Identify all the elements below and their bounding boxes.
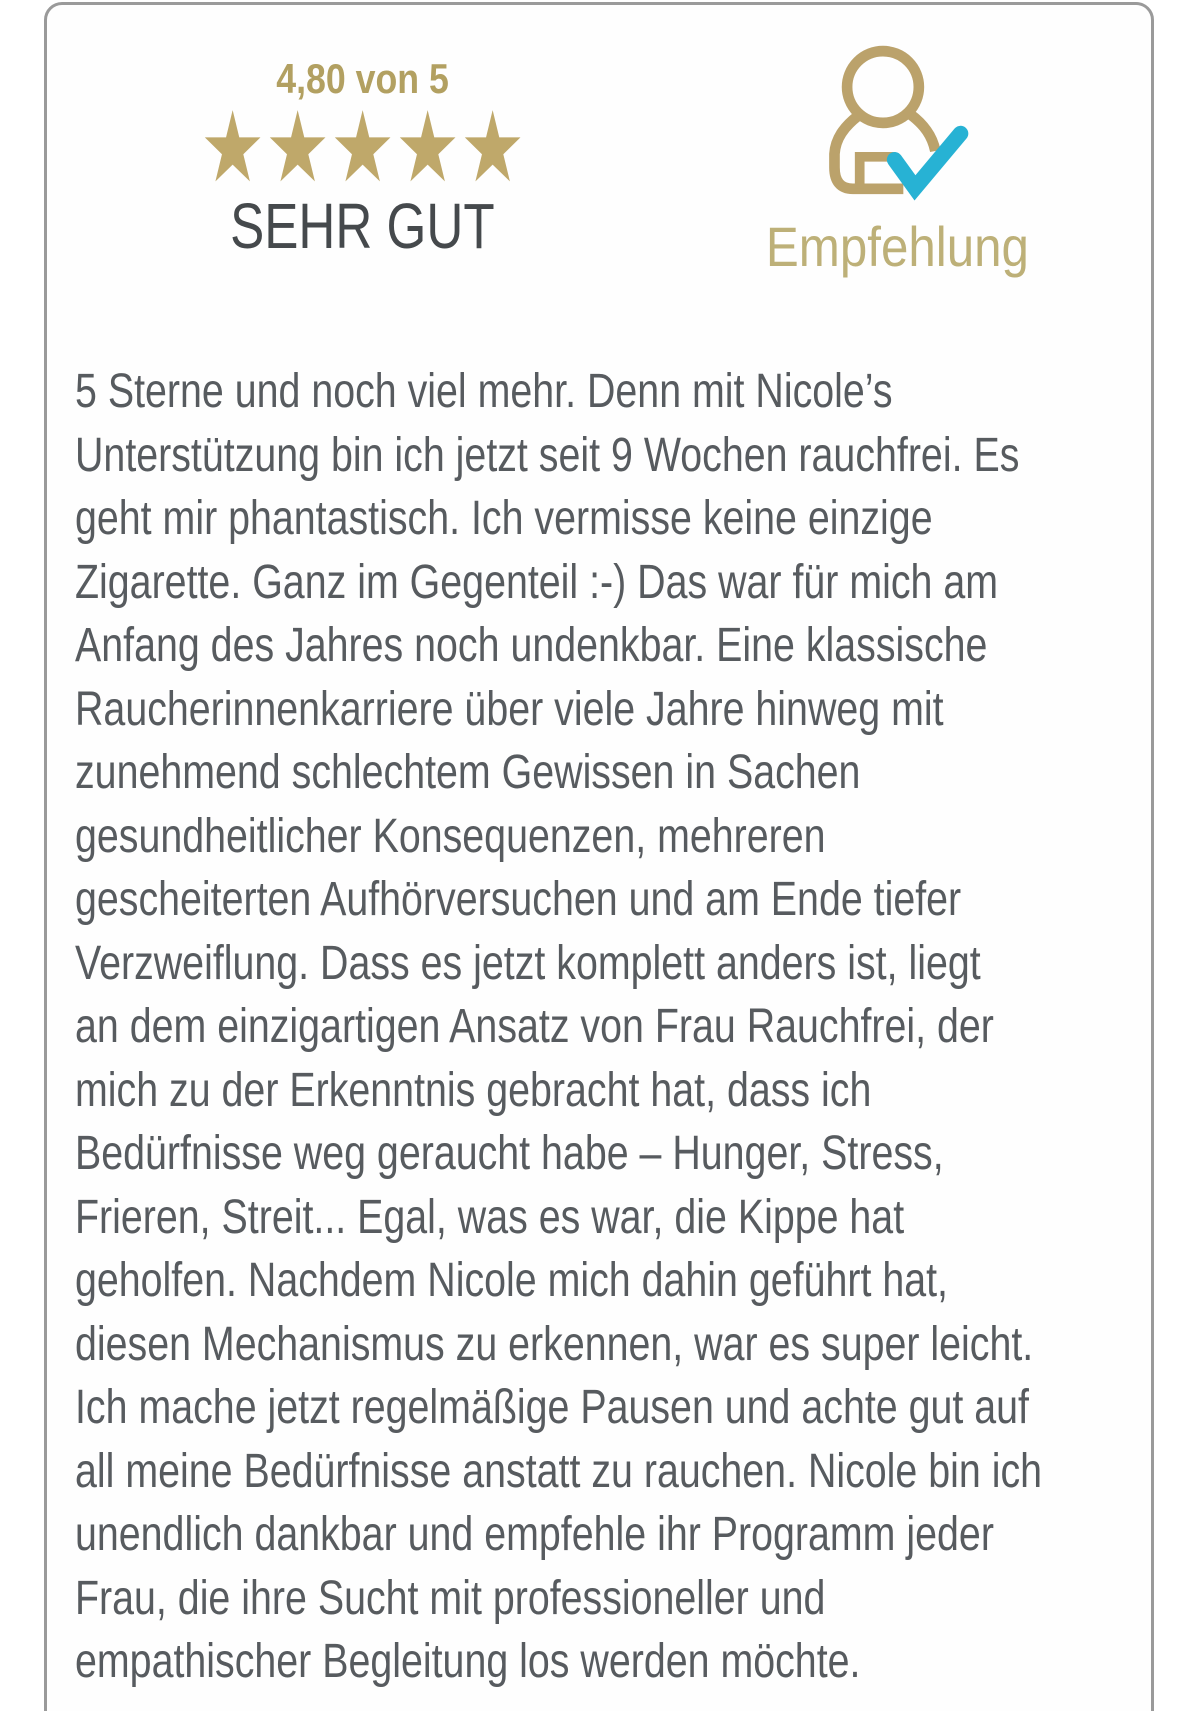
review-text-line: geht mir phantastisch. Ich vermisse keine einzige (75, 492, 933, 545)
review-text-line: 5 Sterne und noch viel mehr. Denn mit Nicole’s (75, 365, 893, 418)
rating-summary (143, 5, 582, 262)
review-text-line: Frau, die ihre Sucht mit professioneller und (75, 1571, 826, 1625)
review-text (75, 360, 1131, 1694)
rating-verdict: SEHR GUT (230, 190, 495, 262)
review-text-line: Ich mache jetzt regelmäßige Pausen und achte gut auf (75, 1381, 1029, 1434)
review-text-line: gescheiterten Aufhörversuchen und am Ende tiefer (75, 873, 962, 926)
review-text-line: gesundheitlicher Konsequenzen, mehreren (75, 809, 826, 863)
review-text-line: Unterstützung bin ich jetzt seit 9 Wochen rauchfrei. Es (75, 428, 1020, 482)
review-text-line: mich zu der Erkenntnis gebracht hat, dass ich (75, 1063, 872, 1117)
person-check-icon (818, 35, 978, 203)
review-text-line: Raucherinnenkarriere über viele Jahre hinweg mit (75, 682, 944, 736)
review-text-line: all meine Bedürfnisse anstatt zu rauchen. Nicole bin ich (75, 1444, 1043, 1498)
review-text-line: Verzweiflung. Dass es jetzt komplett anders ist, liegt (75, 936, 981, 990)
review-text-line: Anfang des Jahres noch undenkbar. Eine klassische (75, 619, 988, 672)
review-text-line: Bedürfnisse weg geraucht habe – Hunger, Stress, (75, 1127, 944, 1180)
review-text-line: Zigarette. Ganz im Gegenteil :-) Das war für mich am (75, 555, 999, 609)
recommendation-label: Empfehlung (766, 215, 1030, 278)
review-text-line: unendlich dankbar und empfehle ihr Programm jeder (75, 1508, 994, 1561)
review-text-line: zunehmend schlechtem Gewissen in Sachen (75, 746, 861, 799)
recommendation-badge (748, 5, 1047, 277)
review-text-line: diesen Mechanismus zu erkennen, war es super leicht. (75, 1317, 1034, 1371)
review-text-line: empathischer Begleitung los werden möchte. (75, 1635, 861, 1688)
review-text-line: geholfen. Nachdem Nicole mich dahin geführt hat, (75, 1254, 948, 1307)
review-text-line: Frieren, Streit... Egal, was es war, die Kippe hat (75, 1190, 905, 1244)
review-card (44, 2, 1154, 1711)
review-text-line: an dem einzigartigen Ansatz von Frau Rauchfrei, der (75, 1000, 994, 1053)
rating-header (47, 5, 1151, 290)
rating-score: 4,80 von 5 (276, 55, 449, 102)
star-rating-icon: ★★★★★ (200, 91, 526, 205)
